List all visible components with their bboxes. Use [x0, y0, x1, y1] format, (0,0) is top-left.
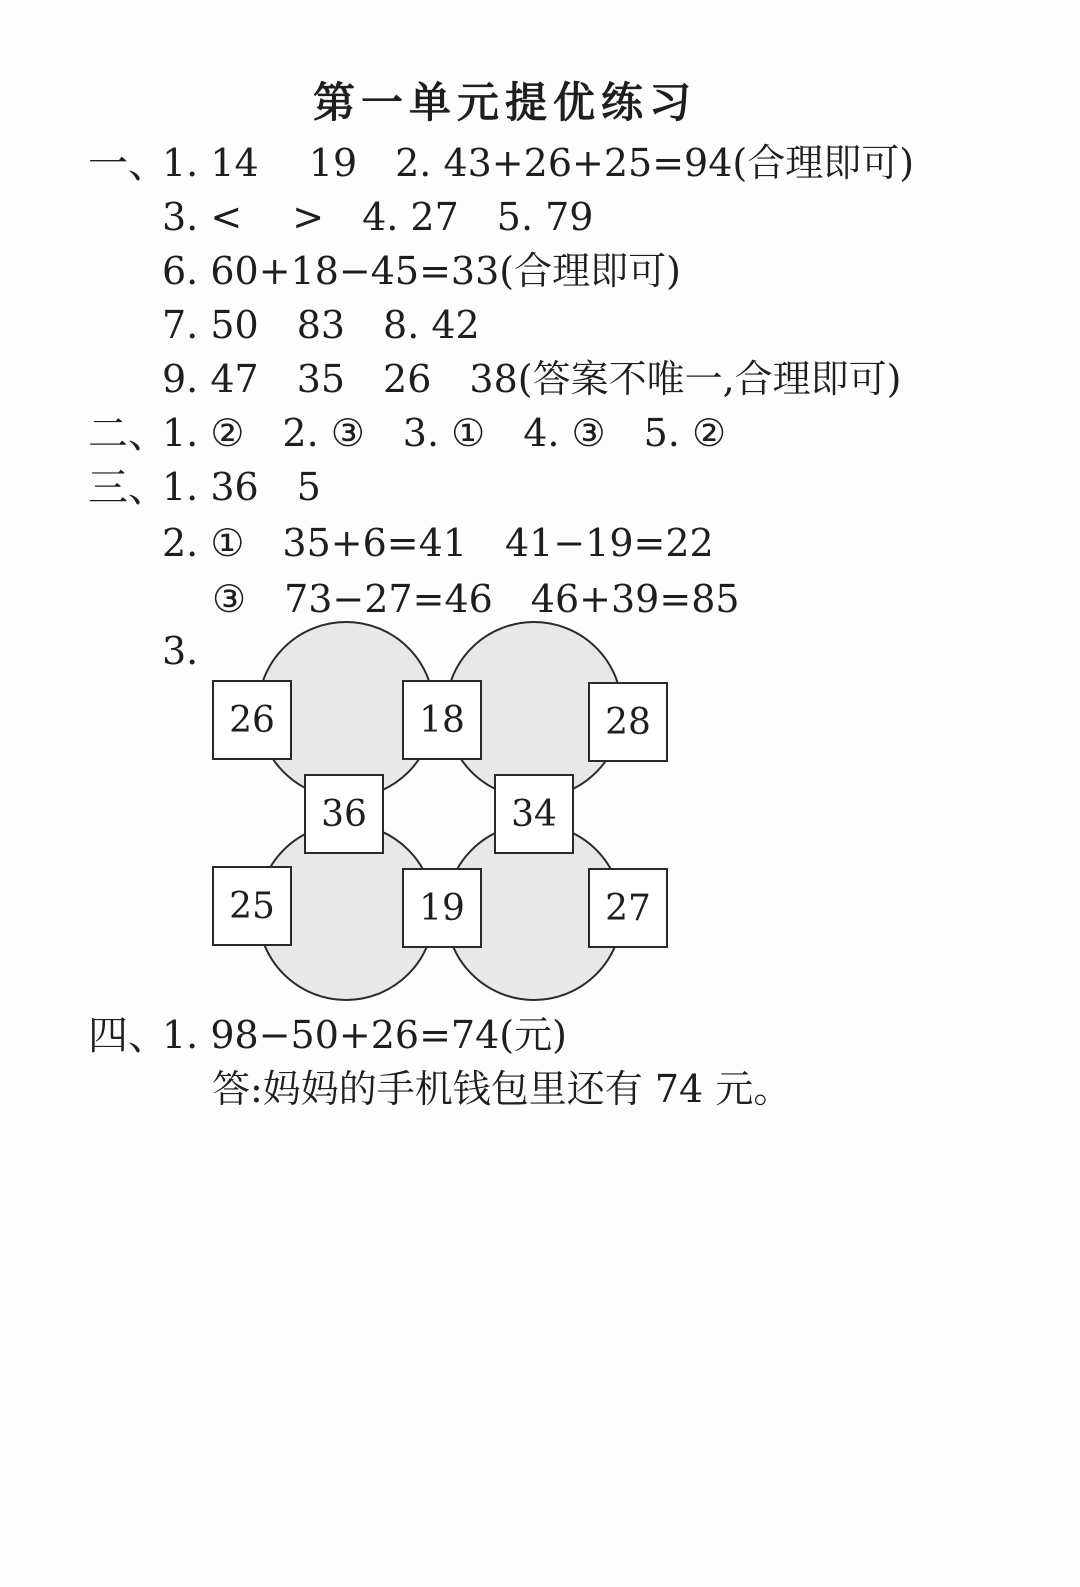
number-box-top-right: 28	[588, 682, 668, 762]
number-box-top-left: 26	[212, 680, 292, 760]
section-2-marker: 二、	[88, 411, 168, 457]
section-1-line-1: 1. 14 19 2. 43+26+25=94(合理即可)	[162, 141, 915, 185]
section-4-marker: 四、	[88, 1013, 168, 1059]
section-1-marker: 一、	[88, 141, 168, 187]
number-box-bottom-right: 27	[588, 868, 668, 948]
section-3-marker: 三、	[88, 465, 168, 511]
circle-number-diagram	[200, 620, 690, 1020]
section-4-line-1: 1. 98−50+26=74(元)	[162, 1013, 567, 1057]
section-3-line-3: ③ 73−27=46 46+39=85	[212, 577, 740, 621]
number-box-bottom-left: 25	[212, 866, 292, 946]
number-box-top-middle: 18	[402, 680, 482, 760]
number-box-center-left: 36	[304, 774, 384, 854]
number-box-bottom-middle: 19	[402, 868, 482, 948]
section-1-line-2: 3. < > 4. 27 5. 79	[162, 195, 594, 239]
section-3-line-4: 3.	[162, 629, 199, 673]
section-1-line-3: 6. 60+18−45=33(合理即可)	[162, 249, 681, 293]
number-box-center-right: 34	[494, 774, 574, 854]
section-3-line-2: 2. ① 35+6=41 41−19=22	[162, 521, 714, 565]
page-title: 第一单元提优练习	[312, 78, 697, 127]
section-2-line-1: 1. ② 2. ③ 3. ① 4. ③ 5. ②	[162, 411, 727, 455]
section-1-line-5: 9. 47 35 26 38(答案不唯一,合理即可)	[162, 357, 902, 401]
section-1-line-4: 7. 50 83 8. 42	[162, 303, 480, 347]
section-3-line-1: 1. 36 5	[162, 465, 321, 509]
section-4-answer: 答:妈妈的手机钱包里还有 74 元。	[212, 1067, 792, 1111]
